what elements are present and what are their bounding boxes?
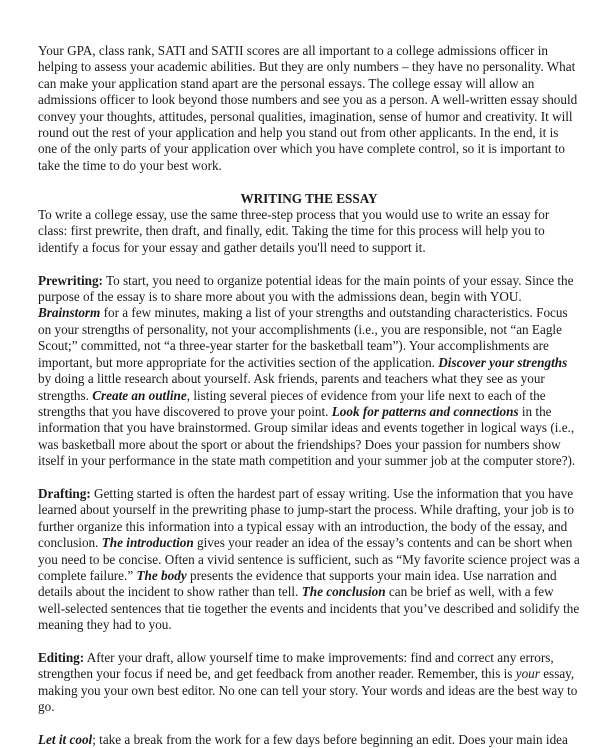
discover-strengths-term: Discover your strengths	[438, 354, 568, 370]
editing-text-1: After your draft, allow yourself time to make improvements: find and correct any errors, strengthen your focus if need be, and get feedback from another reader. Remember, this is	[38, 649, 554, 682]
editing-label: Editing:	[38, 649, 85, 665]
section-heading: WRITING THE ESSAY	[240, 190, 378, 206]
body-term: The body	[136, 567, 187, 583]
let-it-cool-text: ; take a break from the work for a few days before beginning an edit. Does your main idea	[92, 731, 568, 747]
prewriting-text-1: To start, you need to organize potential ideas for the main points of your essay. Since the purpose of the essay is to share more about you with the admissions dean, begin with YOU.	[38, 272, 574, 305]
drafting-text-3: presents the evidence that supports your main idea. Use narration and details about the incident to show rather than tell.	[38, 567, 557, 600]
prewriting-text-2: for a few minutes, making a list of your strengths and outstanding characteristics. Focus on your strengths of personality, not your accomplishments (i.e., you are responsible, not “an Eagle Scout;” committed, not “a three-year starter for the basketball team”). Your accomplishments are important, but more appropriate for the activities section of the application.	[38, 305, 568, 370]
drafting-label: Drafting:	[38, 485, 91, 501]
writing-section	[38, 191, 580, 257]
drafting-text-2: gives your reader an idea of the essay’s contents and can be short when you need to be concise. Often a vivid sentence is sufficient, such as “My favorite science project was a complete failure.”	[38, 535, 580, 583]
section-lead-paragraph	[38, 207, 580, 256]
drafting-text-1: Getting started is often the hardest part of essay writing. Use the information that you have learned about yourself in the prewriting phase to jump-start the process. While drafting, your job is to further organize this information into a typical essay with an introduction, the body of the essay, and conclusion.	[38, 485, 574, 551]
editing-text-2: essay, making you your own best editor. No one can tell your story. Your words and ideas are the best way to go.	[38, 666, 578, 715]
drafting-paragraph	[38, 486, 580, 634]
drafting-text-4: can be brief as well, with a few well-selected sentences that tie together the events and incidents that you’ve described and solidify the meaning they had to you.	[38, 584, 580, 633]
intro-text: Your GPA, class rank, SATI and SATII scores are all important to a college admissions officer in helping to assess your academic abilities. But they are only numbers – they have no personality. What can make your application stand apart are the personal essays. The college essay will allow an admissions officer to look beyond those numbers and see you as a person. A well-written essay should convey your thoughts, attitudes, personal qualities, imagination, sense of humor and creativity. It will round out the rest of your application and help you stand out from other applicants. In the end, it is one of the only parts of your application over which you have complete control, so it is important to take the time to do your best work.	[38, 43, 578, 173]
prewriting-text-5: in the information that you have brainstormed. Group similar ideas and events together in logical ways (i.e., was basketball more about the sport or about the friendships? Does your passion for numbers show itself in your performance in the state math competition and your summer job at the computer store?).	[38, 403, 576, 469]
prewriting-text-3: by doing a little research about yourself. Ask friends, parents and teachers what they see as your strengths.	[38, 371, 545, 403]
your-emphasis: your	[515, 666, 540, 682]
let-it-cool-label: Let it cool	[38, 731, 93, 747]
patterns-connections-term: Look for patterns and connections	[331, 403, 519, 419]
brainstorm-term: Brainstorm	[38, 305, 101, 321]
editing-paragraph	[38, 650, 580, 716]
section-lead-text: To write a college essay, use the same three-step process that you would use to write an essay for class: first prewrite, then draft, and finally, edit. Taking the time for this process will help you to identify a focus for your essay and gather details you'll need to support it.	[38, 207, 550, 255]
create-outline-term: Create an outline	[92, 387, 187, 403]
let-it-cool-paragraph	[38, 732, 580, 748]
prewriting-text-4: , listing several pieces of evidence from your life next to each of the strengths that you have discovered to prove your point.	[38, 387, 546, 419]
intro-paragraph	[38, 43, 580, 174]
introduction-term: The introduction	[101, 535, 194, 551]
prewriting-label: Prewriting:	[38, 272, 103, 288]
conclusion-term: The conclusion	[301, 584, 386, 600]
prewriting-paragraph	[38, 273, 580, 470]
